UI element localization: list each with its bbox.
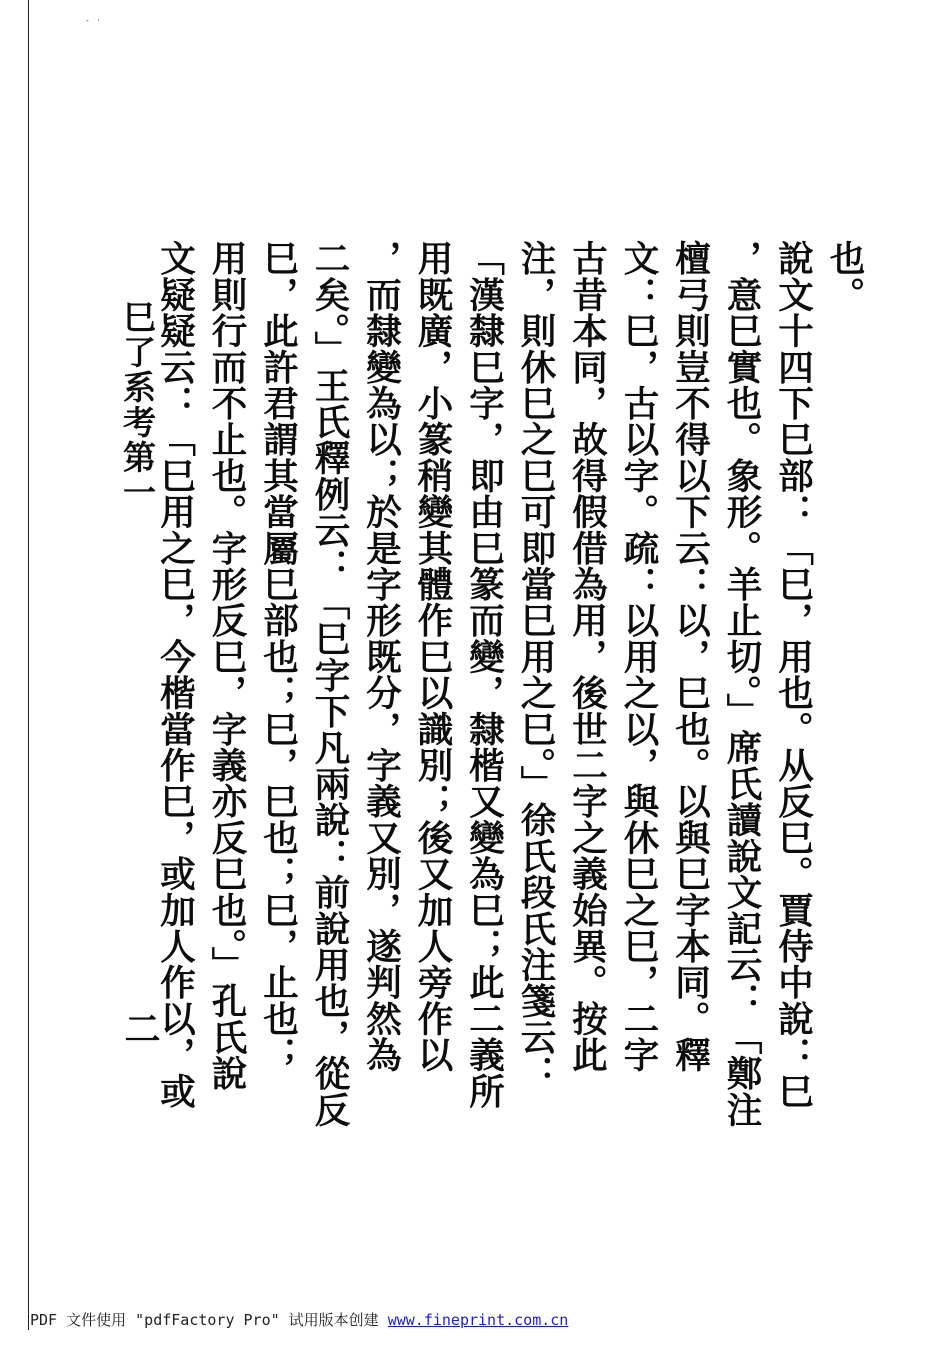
text-column-8: 「漢隸巳字，即由巳篆而變，隸楷又變為巳；此二義所: [463, 240, 505, 1109]
text-column-7: 注，則休巳之巳可即當巳用之巳。」徐氏段氏注箋云：: [515, 240, 556, 1092]
vertical-text-block: [149, 240, 870, 1180]
page-number: 二: [119, 1010, 160, 1046]
scan-speck-mark: - ·: [86, 16, 103, 25]
text-column-2: 說文十四下巳部：「巳，用也。从反巳。賈侍中說：巳: [772, 240, 814, 1109]
page-margin-footer: [110, 300, 160, 1060]
text-column-9: 用既廣，小篆稍變其體作巳以識別；後又加人旁作以: [412, 240, 453, 1073]
text-column-13: 用則行而不止也。字形反巳，字義亦反巳也。」孔氏說: [206, 240, 247, 1092]
text-column-12: 巳，此許君謂其當屬巳部也；巳，巳也；巳，止也；: [257, 240, 299, 1073]
text-column-3: ，意巳實也。象形。羊止切。」席氏讀說文記云：「鄭注: [721, 240, 762, 1128]
text-column-14: 文疑疑云：「巳用之巳，今楷當作巳，或加人作以，或: [154, 240, 196, 1109]
text-column-10: ，而隸變為以；於是字形既分，字義又別，遂判然為: [360, 240, 402, 1073]
left-margin-rule: [28, 0, 29, 1330]
text-column-11: 二矣。」王氏釋例云：「巳字下凡兩說：前說用也，從反: [309, 240, 350, 1128]
fineprint-link[interactable]: www.fineprint.com.cn: [387, 1311, 569, 1329]
text-column-6: 古昔本同，故得假借為用，後世二字之義始異。按此: [566, 240, 608, 1073]
text-column-5: 文：巳，古以字。疏：以用之以，與休巳之巳，二字: [618, 240, 659, 1073]
running-title: 巳了系考第一: [118, 300, 157, 510]
text-column-4: 檀弓則豈不得以下云：以，巳也。以與巳字本同。釋: [669, 240, 711, 1073]
pdf-footer-text: PDF 文件使用 "pdfFactory Pro" 试用版本创建: [30, 1311, 388, 1329]
text-column-1: 也。: [824, 240, 865, 313]
pdf-generator-footer: [30, 1310, 568, 1330]
